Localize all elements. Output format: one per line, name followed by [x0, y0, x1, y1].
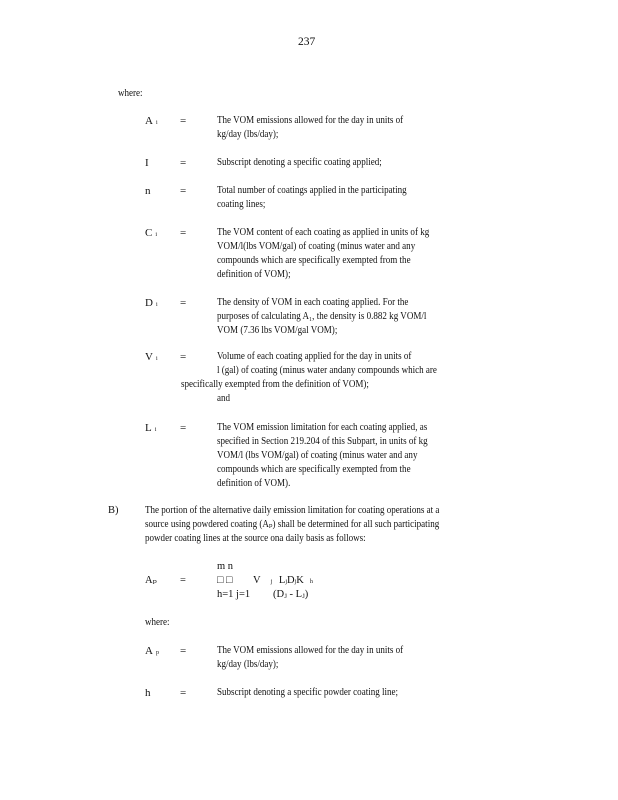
formula-upper-limits: m n	[217, 561, 234, 572]
definition-symbol: Vi	[145, 351, 158, 363]
definition-symbol: Ai	[145, 115, 158, 127]
definition-text-line: VOM/l(lbs VOM/gal) of coating (minus water and any	[217, 241, 416, 252]
definition-text-line: The VOM emissions allowed for the day in units of	[217, 645, 404, 656]
paragraph-line: source using powdered coating (Aₚ) shall be determined for all such participating	[145, 519, 440, 530]
definition-text-line: definition of VOM);	[217, 269, 291, 280]
equals-sign: =	[180, 185, 187, 197]
where-label: where:	[145, 617, 170, 628]
formula-lower-limits: h=1 j=1	[217, 589, 251, 600]
definition-symbol: Di	[145, 297, 158, 309]
definition-text-line: kg/day (lbs/day);	[217, 129, 279, 140]
definition-text-line: Subscript denoting a specific powder coating line;	[217, 687, 399, 698]
definition-symbol: h	[145, 687, 151, 699]
equals-sign: =	[180, 157, 187, 169]
definition-symbol: Ap	[145, 645, 159, 657]
formula-equals: =	[180, 575, 186, 586]
section-label: B)	[108, 505, 119, 516]
equals-sign: =	[180, 422, 187, 434]
definition-text-line: definition of VOM).	[217, 478, 291, 489]
formula-numerator: V j LjDjK h	[253, 575, 313, 586]
equals-sign: =	[180, 227, 187, 239]
equals-sign: =	[180, 687, 187, 699]
equals-sign: =	[180, 297, 187, 309]
definition-text-line: l (gal) of coating (minus water andany compounds which are	[217, 365, 437, 376]
definition-text-line: kg/day (lbs/day);	[217, 659, 279, 670]
formula-denominator: (Dⱼ - Lⱼ)	[273, 589, 309, 600]
formula-v: V	[253, 575, 261, 586]
definition-symbol: Ci	[145, 227, 158, 239]
definition-text-line: compounds which are specifically exempted from the	[217, 255, 411, 266]
definition-text-line: purposes of calculating A₁, the density is 0.882 kg VOM/l	[217, 311, 427, 322]
definition-text-line: specifically exempted from the definition of VOM);	[181, 379, 369, 390]
paragraph-line: The portion of the alternative daily emission limitation for coating operations at a	[145, 505, 440, 516]
page-number: 237	[298, 36, 316, 48]
paragraph-line: powder coating lines at the source ona daily basis as follows:	[145, 533, 366, 544]
definition-text-line: The VOM content of each coating as applied in units of kg	[217, 227, 430, 238]
definition-text-line: and	[217, 393, 231, 404]
definition-text-line: The VOM emission limitation for each coating applied, as	[217, 422, 428, 433]
formula-lhs: Aₚ	[145, 575, 157, 586]
definition-text-line: The VOM emissions allowed for the day in units of	[217, 115, 404, 126]
definition-text-line: VOM (7.36 lbs VOM/gal VOM);	[217, 325, 338, 336]
definition-text-line: VOM/l (lbs VOM/gal) of coating (minus water and any	[217, 450, 418, 461]
definition-text-line: specified in Section 219.204 of this Subpart, in units of kg	[217, 436, 428, 447]
definition-text-line: compounds which are specifically exempted from the	[217, 464, 411, 475]
definition-symbol: I	[145, 157, 149, 169]
definition-text-line: Subscript denoting a specific coating applied;	[217, 157, 382, 168]
definition-text-line: coating lines;	[217, 199, 266, 210]
definition-text-line: The density of VOM in each coating applied. For the	[217, 297, 409, 308]
definition-symbol: Li	[145, 422, 157, 434]
equals-sign: =	[180, 115, 187, 127]
definition-text-line: Total number of coatings applied in the participating	[217, 185, 407, 196]
equals-sign: =	[180, 645, 187, 657]
equals-sign: =	[180, 351, 187, 363]
where-label: where:	[118, 88, 143, 99]
formula-sum-symbols: □ □	[217, 575, 233, 586]
definition-text-line: Volume of each coating applied for the day in units of	[217, 351, 412, 362]
definition-symbol: n	[145, 185, 151, 197]
